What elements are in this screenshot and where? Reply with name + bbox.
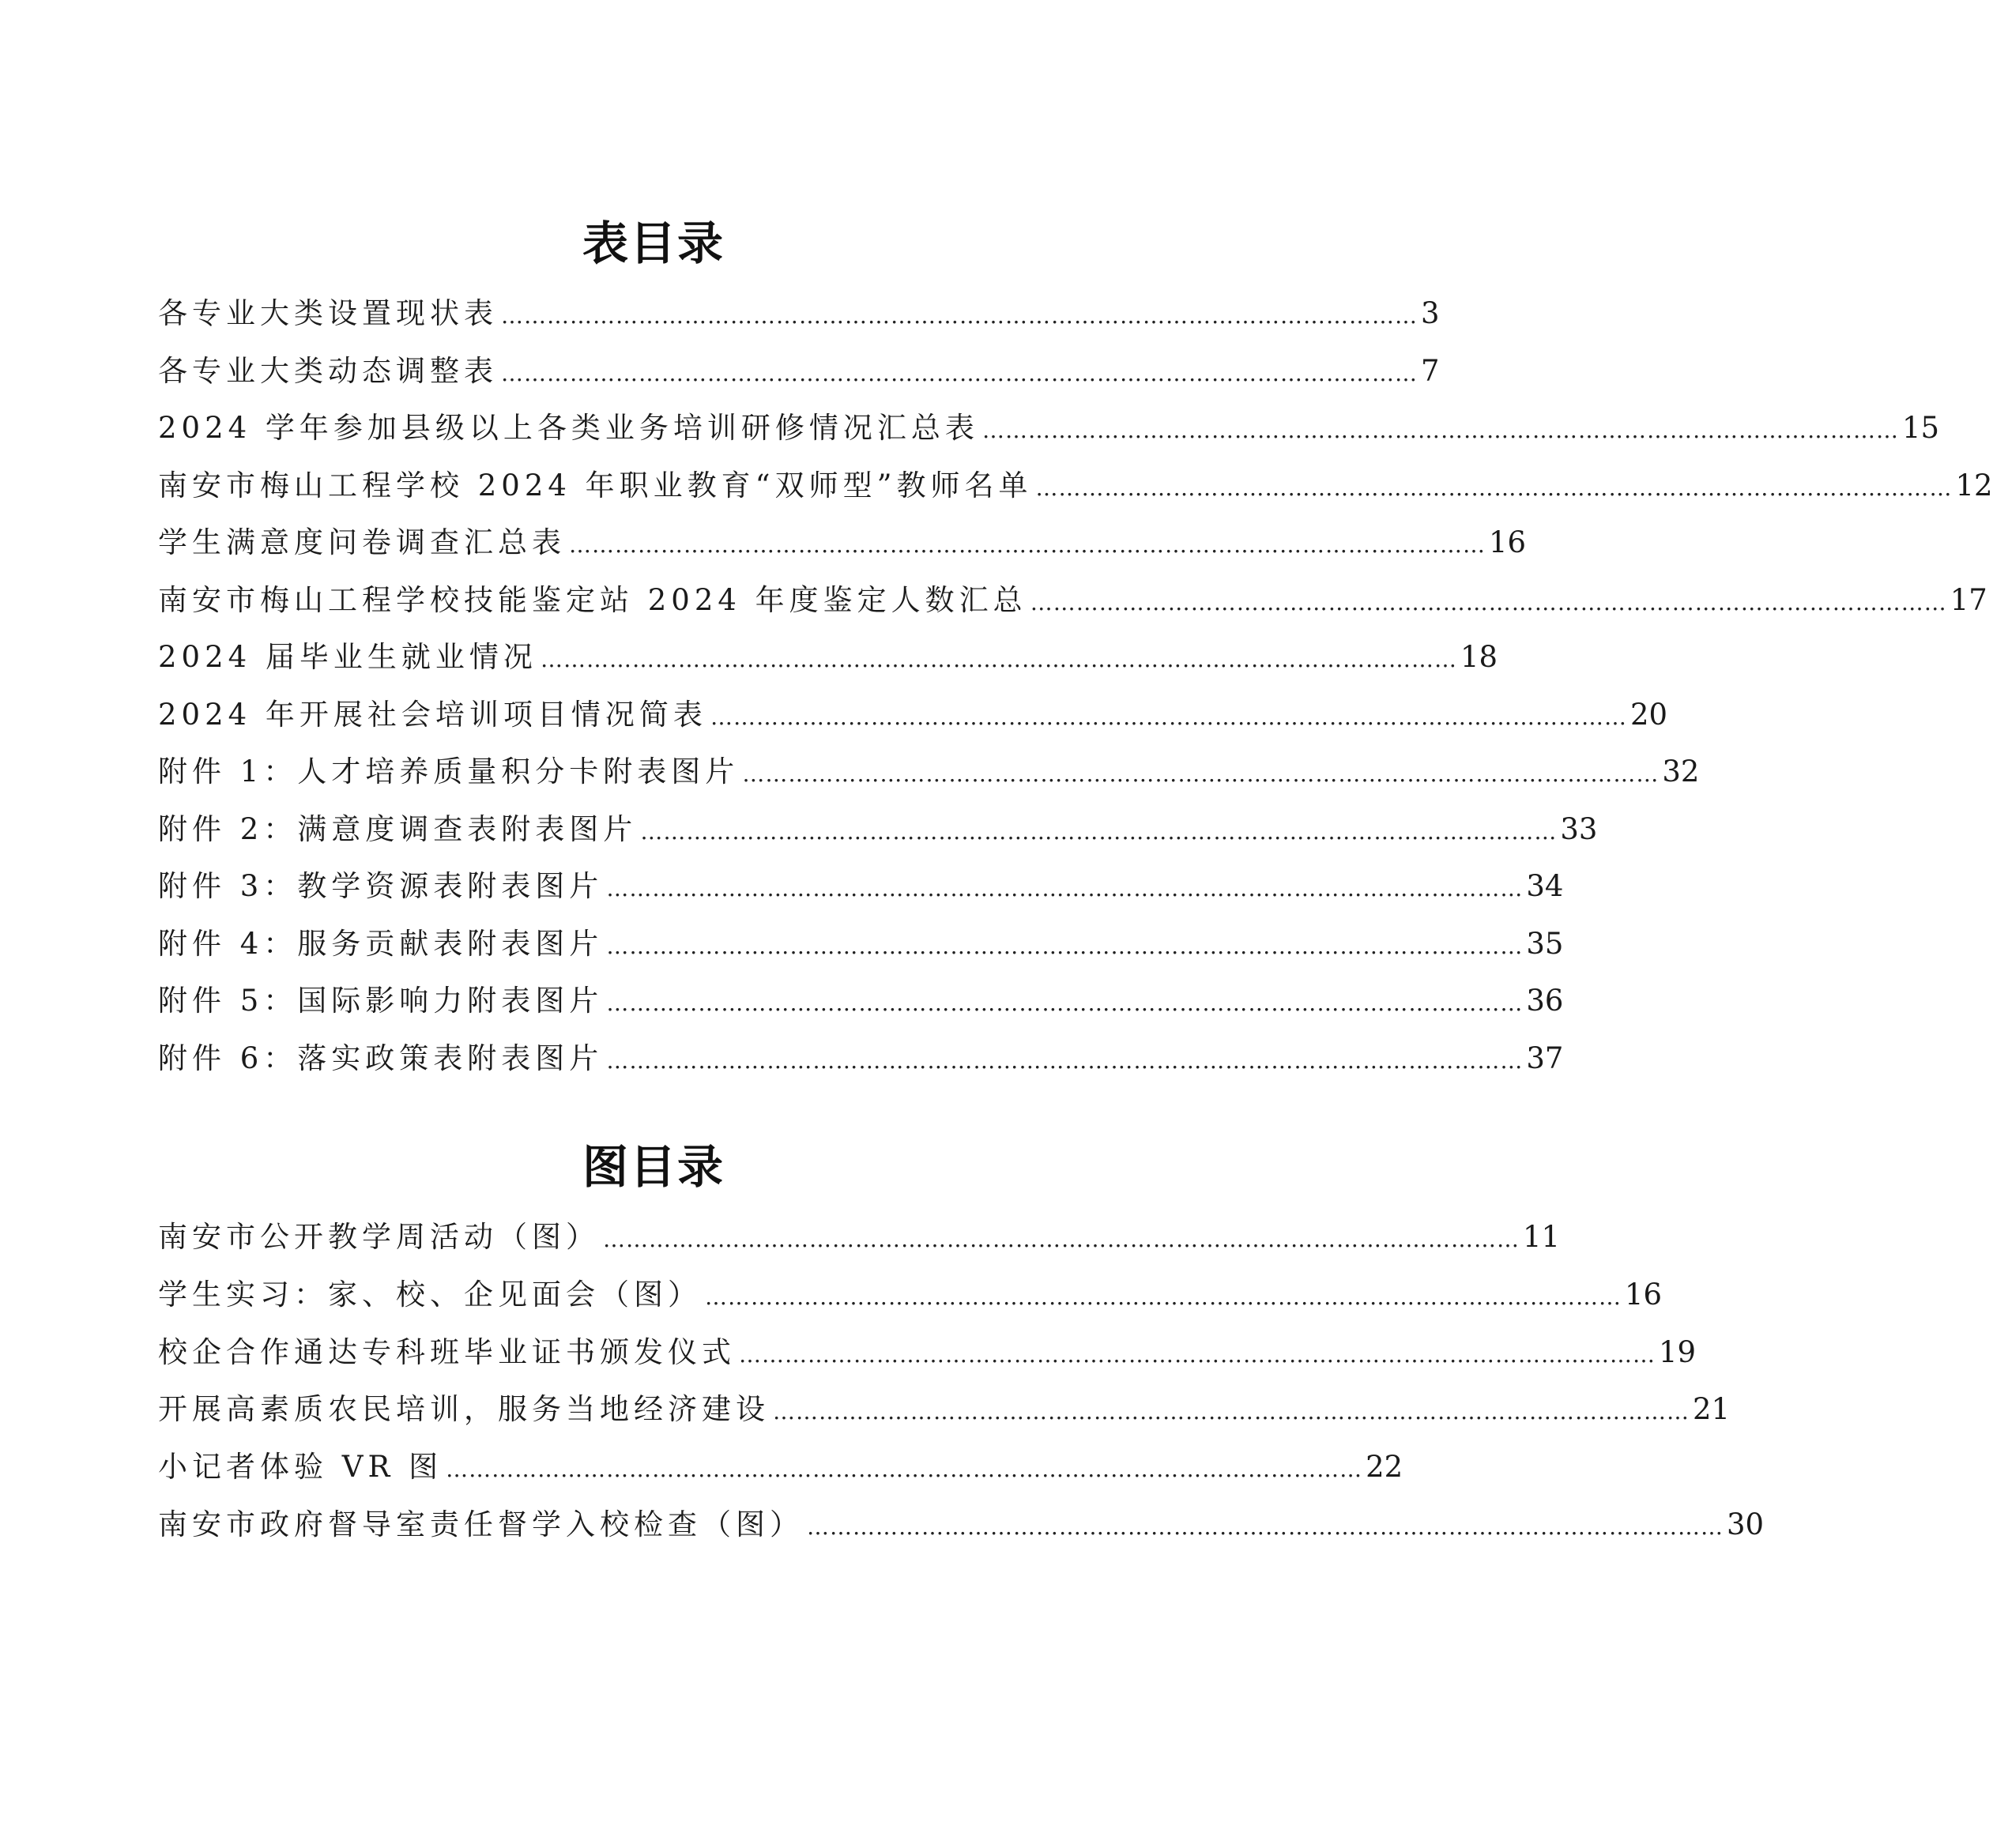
figures-toc-title: 图目录 (582, 1140, 725, 1194)
toc-entry-label: 2024 学年参加县级以上各类业务培训研修情况汇总表 (158, 411, 979, 445)
figures-toc-list (158, 1214, 1765, 1560)
toc-entry-page-number: 32 (1662, 755, 1700, 789)
toc-entry-page-number: 35 (1526, 926, 1564, 961)
toc-leader-dots: ………………………………………………………………………………………………………… (606, 990, 1524, 1016)
toc-entry-label: 附件 1：人才培养质量积分卡附表图片 (158, 755, 740, 789)
toc-entry-label: 校企合作通达专科班毕业证书颁发仪式 (158, 1334, 736, 1369)
toc-leader-dots: ………………………………………………………………………………………………………… (569, 532, 1486, 558)
toc-leader-dots: ………………………………………………………………………………………………………… (807, 1513, 1724, 1540)
toc-entry-page-number: 11 (1523, 1220, 1561, 1254)
toc-entry-label: 附件 2：满意度调查表附表图片 (158, 811, 638, 846)
tables-toc-list (158, 291, 1993, 1093)
toc-leader-dots: ………………………………………………………………………………………………………… (501, 359, 1418, 386)
toc-leader-dots: ………………………………………………………………………………………………………… (606, 1047, 1524, 1074)
toc-leader-dots: ………………………………………………………………………………………………………… (773, 1398, 1690, 1425)
toc-leader-dots: ………………………………………………………………………………………………………… (501, 303, 1418, 329)
toc-leader-dots: ………………………………………………………………………………………………………… (981, 417, 1899, 443)
toc-entry[interactable] (158, 1444, 1403, 1502)
toc-entry[interactable] (158, 749, 1700, 807)
toc-leader-dots: ………………………………………………………………………………………………………… (540, 646, 1457, 672)
toc-entry[interactable] (158, 921, 1564, 979)
toc-entry-label: 小记者体验 VR 图 (158, 1450, 443, 1485)
toc-entry-page-number: 7 (1421, 353, 1440, 388)
toc-entry-label: 2024 届毕业生就业情况 (158, 640, 537, 674)
toc-entry-page-number: 19 (1659, 1334, 1697, 1369)
toc-entry-page-number: 21 (1693, 1392, 1731, 1427)
toc-leader-dots: ………………………………………………………………………………………………………… (1030, 589, 1947, 615)
toc-leader-dots: ………………………………………………………………………………………………………… (739, 1341, 1656, 1368)
toc-entry[interactable] (158, 463, 1993, 521)
toc-leader-dots: ………………………………………………………………………………………………………… (640, 818, 1558, 845)
toc-entry[interactable] (158, 291, 1440, 348)
toc-entry-page-number: 34 (1526, 869, 1564, 903)
toc-leader-dots: ………………………………………………………………………………………………………… (710, 703, 1627, 730)
toc-entry[interactable] (158, 578, 1987, 635)
toc-entry-label: 南安市梅山工程学校 2024 年职业教育“双师型”教师名单 (158, 468, 1033, 502)
toc-leader-dots: ………………………………………………………………………………………………………… (603, 1226, 1520, 1252)
toc-entry-page-number: 15 (1901, 411, 1940, 445)
toc-entry-page-number: 30 (1727, 1507, 1765, 1541)
toc-entry[interactable] (158, 1272, 1663, 1330)
toc-entry-label: 附件 4：服务贡献表附表图片 (158, 926, 604, 961)
toc-entry-label: 南安市梅山工程学校技能鉴定站 2024 年度鉴定人数汇总 (158, 582, 1027, 617)
toc-entry-page-number: 3 (1421, 296, 1440, 330)
toc-entry-label: 2024 年开展社会培训项目情况简表 (158, 697, 707, 732)
toc-entry-label: 南安市公开教学周活动（图） (158, 1220, 600, 1254)
toc-leader-dots: ………………………………………………………………………………………………………… (1035, 474, 1953, 501)
toc-entry-page-number: 18 (1460, 640, 1498, 674)
toc-entry-label: 各专业大类动态调整表 (158, 353, 498, 388)
toc-entry-label: 附件 3：教学资源表附表图片 (158, 869, 604, 903)
toc-entry[interactable] (158, 634, 1498, 692)
toc-entry-label: 南安市政府督导室责任督学入校检查（图） (158, 1507, 804, 1541)
toc-entry[interactable] (158, 807, 1598, 864)
toc-entry[interactable] (158, 520, 1527, 578)
toc-entry[interactable] (158, 692, 1668, 750)
toc-entry[interactable] (158, 864, 1564, 921)
toc-entry-page-number: 33 (1560, 811, 1598, 846)
toc-leader-dots: ………………………………………………………………………………………………………… (446, 1456, 1363, 1483)
toc-entry[interactable] (158, 1330, 1697, 1387)
toc-entry-page-number: 16 (1489, 525, 1527, 559)
toc-entry[interactable] (158, 348, 1440, 406)
toc-entry[interactable] (158, 1502, 1765, 1560)
toc-leader-dots: ………………………………………………………………………………………………………… (606, 875, 1524, 901)
toc-entry-page-number: 12 (1955, 468, 1993, 502)
toc-entry-label: 附件 6：落实政策表附表图片 (158, 1041, 604, 1075)
toc-entry-page-number: 16 (1625, 1277, 1663, 1312)
toc-entry[interactable] (158, 1387, 1731, 1444)
toc-entry[interactable] (158, 1036, 1564, 1093)
toc-entry-page-number: 22 (1366, 1450, 1403, 1485)
toc-entry-label: 附件 5：国际影响力附表图片 (158, 984, 604, 1018)
tables-toc-title: 表目录 (582, 216, 725, 270)
toc-entry-page-number: 17 (1950, 582, 1987, 617)
toc-entry[interactable] (158, 1214, 1561, 1272)
toc-leader-dots: ………………………………………………………………………………………………………… (742, 761, 1660, 787)
toc-leader-dots: ………………………………………………………………………………………………………… (606, 932, 1524, 959)
toc-entry-label: 学生满意度问卷调查汇总表 (158, 525, 566, 559)
toc-entry-page-number: 36 (1526, 984, 1564, 1018)
toc-entry-label: 各专业大类设置现状表 (158, 296, 498, 330)
toc-entry-label: 开展高素质农民培训，服务当地经济建设 (158, 1392, 770, 1427)
toc-entry[interactable] (158, 978, 1564, 1036)
toc-entry-page-number: 20 (1629, 697, 1668, 732)
toc-entry-page-number: 37 (1526, 1041, 1564, 1075)
toc-entry-label: 学生实习：家、校、企见面会（图） (158, 1277, 702, 1312)
toc-leader-dots: ………………………………………………………………………………………………………… (705, 1283, 1622, 1310)
toc-entry[interactable] (158, 405, 1940, 463)
